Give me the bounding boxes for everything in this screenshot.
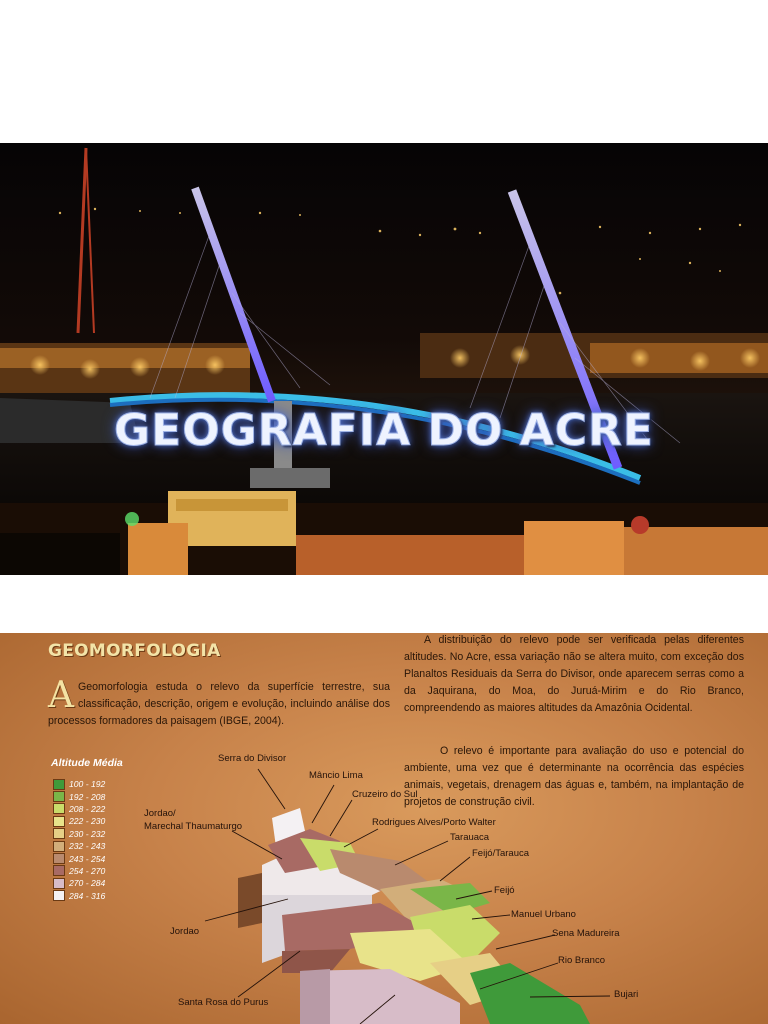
legend-item [53, 828, 105, 840]
relief-importance-paragraph: O relevo é importante para avaliação do uso e potencial do ambiente, uma vez que é determinante na ocorrência das espécies animais, vegetais, drenagem das águas e, também, na implantação de projetos de construção civil. [404, 745, 744, 808]
legend-label: 222 - 230 [69, 816, 106, 827]
legend-label: 270 - 284 [69, 878, 106, 889]
legend-title: Altitude Média [51, 757, 123, 769]
label-rodrigues-alves: Rodrigues Alves/Porto Walter [372, 817, 496, 828]
legend-label: 230 - 232 [69, 828, 106, 839]
legend-swatch [53, 828, 65, 839]
legend-swatch [53, 865, 65, 876]
label-feijo-tarauaca: Feijó/Tarauca [472, 848, 530, 859]
legend-item [53, 852, 105, 864]
legend-label: 208 - 222 [69, 803, 106, 814]
label-santa-rosa-do-purus: Santa Rosa do Purus [178, 997, 269, 1008]
legend-label: 243 - 254 [69, 853, 106, 864]
section-heading: GEOMORFOLOGIA [48, 641, 221, 661]
legend-swatch [53, 853, 65, 864]
cover-photo [0, 143, 768, 575]
legend-label: 254 - 270 [69, 865, 106, 876]
label-feijo: Feijó [494, 885, 515, 896]
label-sena-madureira: Sena Madureira [552, 928, 620, 939]
legend-item [53, 877, 105, 889]
label-jordao-marechal-1: Jordao/ [144, 808, 176, 819]
label-rio-branco: Rio Branco [558, 955, 605, 966]
label-mancio-lima: Mâncio Lima [309, 770, 363, 781]
legend-swatch [53, 803, 65, 814]
altitude-legend [53, 778, 105, 902]
legend-label: 192 - 208 [69, 791, 106, 802]
geomorphology-page [0, 633, 768, 1024]
legend-swatch [53, 841, 65, 852]
label-manuel-urbano: Manuel Urbano [511, 909, 576, 920]
legend-label: 284 - 316 [69, 890, 106, 901]
legend-item [53, 790, 105, 802]
label-cruzeiro-do-sul: Cruzeiro do Sul [352, 789, 418, 800]
legend-swatch [53, 791, 65, 802]
legend-item [53, 815, 105, 827]
legend-swatch [53, 878, 65, 889]
label-tarauaca: Tarauaca [450, 832, 490, 843]
label-jordao: Jordao [170, 926, 200, 937]
cover-title: GEOGRAFIA DO ACRE [114, 405, 654, 456]
label-bujari: Bujari [614, 989, 639, 1000]
night-bridge-illustration [0, 143, 768, 575]
legend-swatch [53, 816, 65, 827]
legend-swatch [53, 779, 65, 790]
legend-item [53, 803, 105, 815]
legend-label: 232 - 243 [69, 841, 106, 852]
drop-cap: A [48, 675, 74, 716]
legend-item [53, 840, 105, 852]
label-serra-do-divisor: Serra do Divisor [218, 753, 287, 764]
relief-distribution-paragraph: A distribuição do relevo pode ser verificada pelas diferentes altitudes. No Acre, essa variação não se altera muito, com exceção dos Planaltos Residuais da Serra do Divisor, onde aparecem serras como a da Jaquirana, do Moa, do Juruá-Mirim e do Rio Branco, compreendendo as maiores altitudes da Amazônia Ocidental. [404, 634, 744, 714]
label-jordao-marechal-2: Marechal Thaumaturgo [144, 821, 243, 832]
intro-text: Geomorfologia estuda o relevo da superfície terrestre, sua classificação, descrição, origem e evolução, incluindo análise dos processos formadores da paisagem (IBGE, 2004). [48, 681, 390, 727]
legend-label: 100 - 192 [69, 779, 106, 790]
legend-item [53, 865, 105, 877]
intro-paragraph [48, 675, 390, 730]
legend-item [53, 890, 105, 902]
legend-swatch [53, 890, 65, 901]
legend-item [53, 778, 105, 790]
